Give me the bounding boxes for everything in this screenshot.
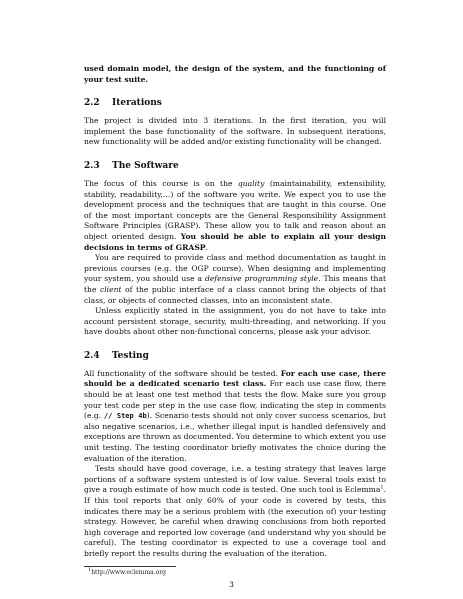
testing-paragraph-1 <box>84 369 386 464</box>
footnote-link[interactable]: http://www.eclemma.org <box>91 569 166 576</box>
section-heading-testing <box>84 351 386 361</box>
emphasis-defensive: defensive programming style <box>204 274 319 284</box>
text-run: . If this tool reports that only 60% of your code is covered by tests, this indicates there may be a serious problem with (the execution of) your testing strategy. However, be careful when drawing conclusions from both reported high coverage and reported low coverage (and understand why you should be careful). The testing coordinator is expected to use a coverage tool and briefly report the results during the evaluation of the iteration. <box>84 485 386 558</box>
testing-paragraph-2 <box>84 464 386 559</box>
software-paragraph-2 <box>84 253 386 306</box>
bold-statement-grasp: You should be able to explain all your design decisions in terms of GRASP <box>84 231 386 252</box>
emphasis-quality: quality <box>237 178 265 188</box>
intro-text: used domain model, the design of the system, and the functioning of your test suite. <box>84 64 386 84</box>
text-run: You are required to provide class and method documentation as taught in previous courses (e.g. the OGP course). When designing and implementing your system, you should use a <box>84 253 386 284</box>
section-number: 2.4 <box>84 350 100 361</box>
text-run: (maintainability, extensibility, stability, readability,…) of the software you write. We expect you to use the development process and the techniques that are taught in this course. One of the most important concepts are the General Responsibility Assignment Software Principles (GRASP). These allow you to talk and reason about an object oriented design. <box>84 178 387 241</box>
text-run: All functionality of the software should be tested. <box>84 368 281 378</box>
section-heading-iterations <box>84 98 386 108</box>
section-number: 2.2 <box>84 98 100 109</box>
section-number: 2.3 <box>84 160 100 171</box>
section-title: The Software <box>112 160 179 171</box>
text-run: . This means that the <box>84 274 387 294</box>
section-title: Iterations <box>112 98 162 109</box>
footnote-number: 1 <box>88 567 92 573</box>
footnote <box>88 569 166 577</box>
text-run: The focus of this course is on the <box>84 178 238 188</box>
software-paragraph-1 <box>84 179 386 253</box>
section-heading-software <box>84 161 386 171</box>
emphasis-client: client <box>99 284 122 294</box>
footnote-marker: 1 <box>380 484 384 491</box>
code-snippet: // Step 4b <box>103 412 147 421</box>
text-run: For each use case flow, there should be at least one test method that tests the flow. Make sure you group your test code per step in the use case flow, indicating the step in comments (e.g. <box>84 379 386 421</box>
text-run: of the public interface of a class cannot bring the objects of that class, or objects of connected classes, into an inconsistent state. <box>84 284 387 305</box>
footnote-rule <box>84 566 176 567</box>
iterations-paragraph: The project is divided into 3 iterations. In the first iteration, you will implement the base functionality of the software. In subsequent iterations, new functionality will be added and/or existing functionality will be changed. <box>84 116 386 147</box>
section-title: Testing <box>112 350 149 361</box>
text-run: ). Scenario tests should not only cover success scenarios, but also negative scenarios, i.e., whether illegal input is handled defensively and exceptions are thrown as documented. You determine to which extent you use unit testing. The testing coordinator briefly motivates the choice during the evaluation of the iteration. <box>84 411 386 463</box>
text-run: Tests should have good coverage, i.e. a testing strategy that leaves large portions of a software system untested is of low value. Several tools exist to give a rough estimate of how much code is tested. One such tool is Eclemma <box>84 464 386 495</box>
bold-statement-scenario: For each use case, there should be a dedicated scenario test class. <box>84 368 386 389</box>
software-paragraph-3: Unless explicitly stated in the assignment, you do not have to take into account persistent storage, security, multi-threading, and networking. If you have doubts about other non-functional concerns, please ask your advisor. <box>84 306 386 337</box>
page-number: 3 <box>229 580 234 589</box>
text-run: . <box>205 242 208 252</box>
